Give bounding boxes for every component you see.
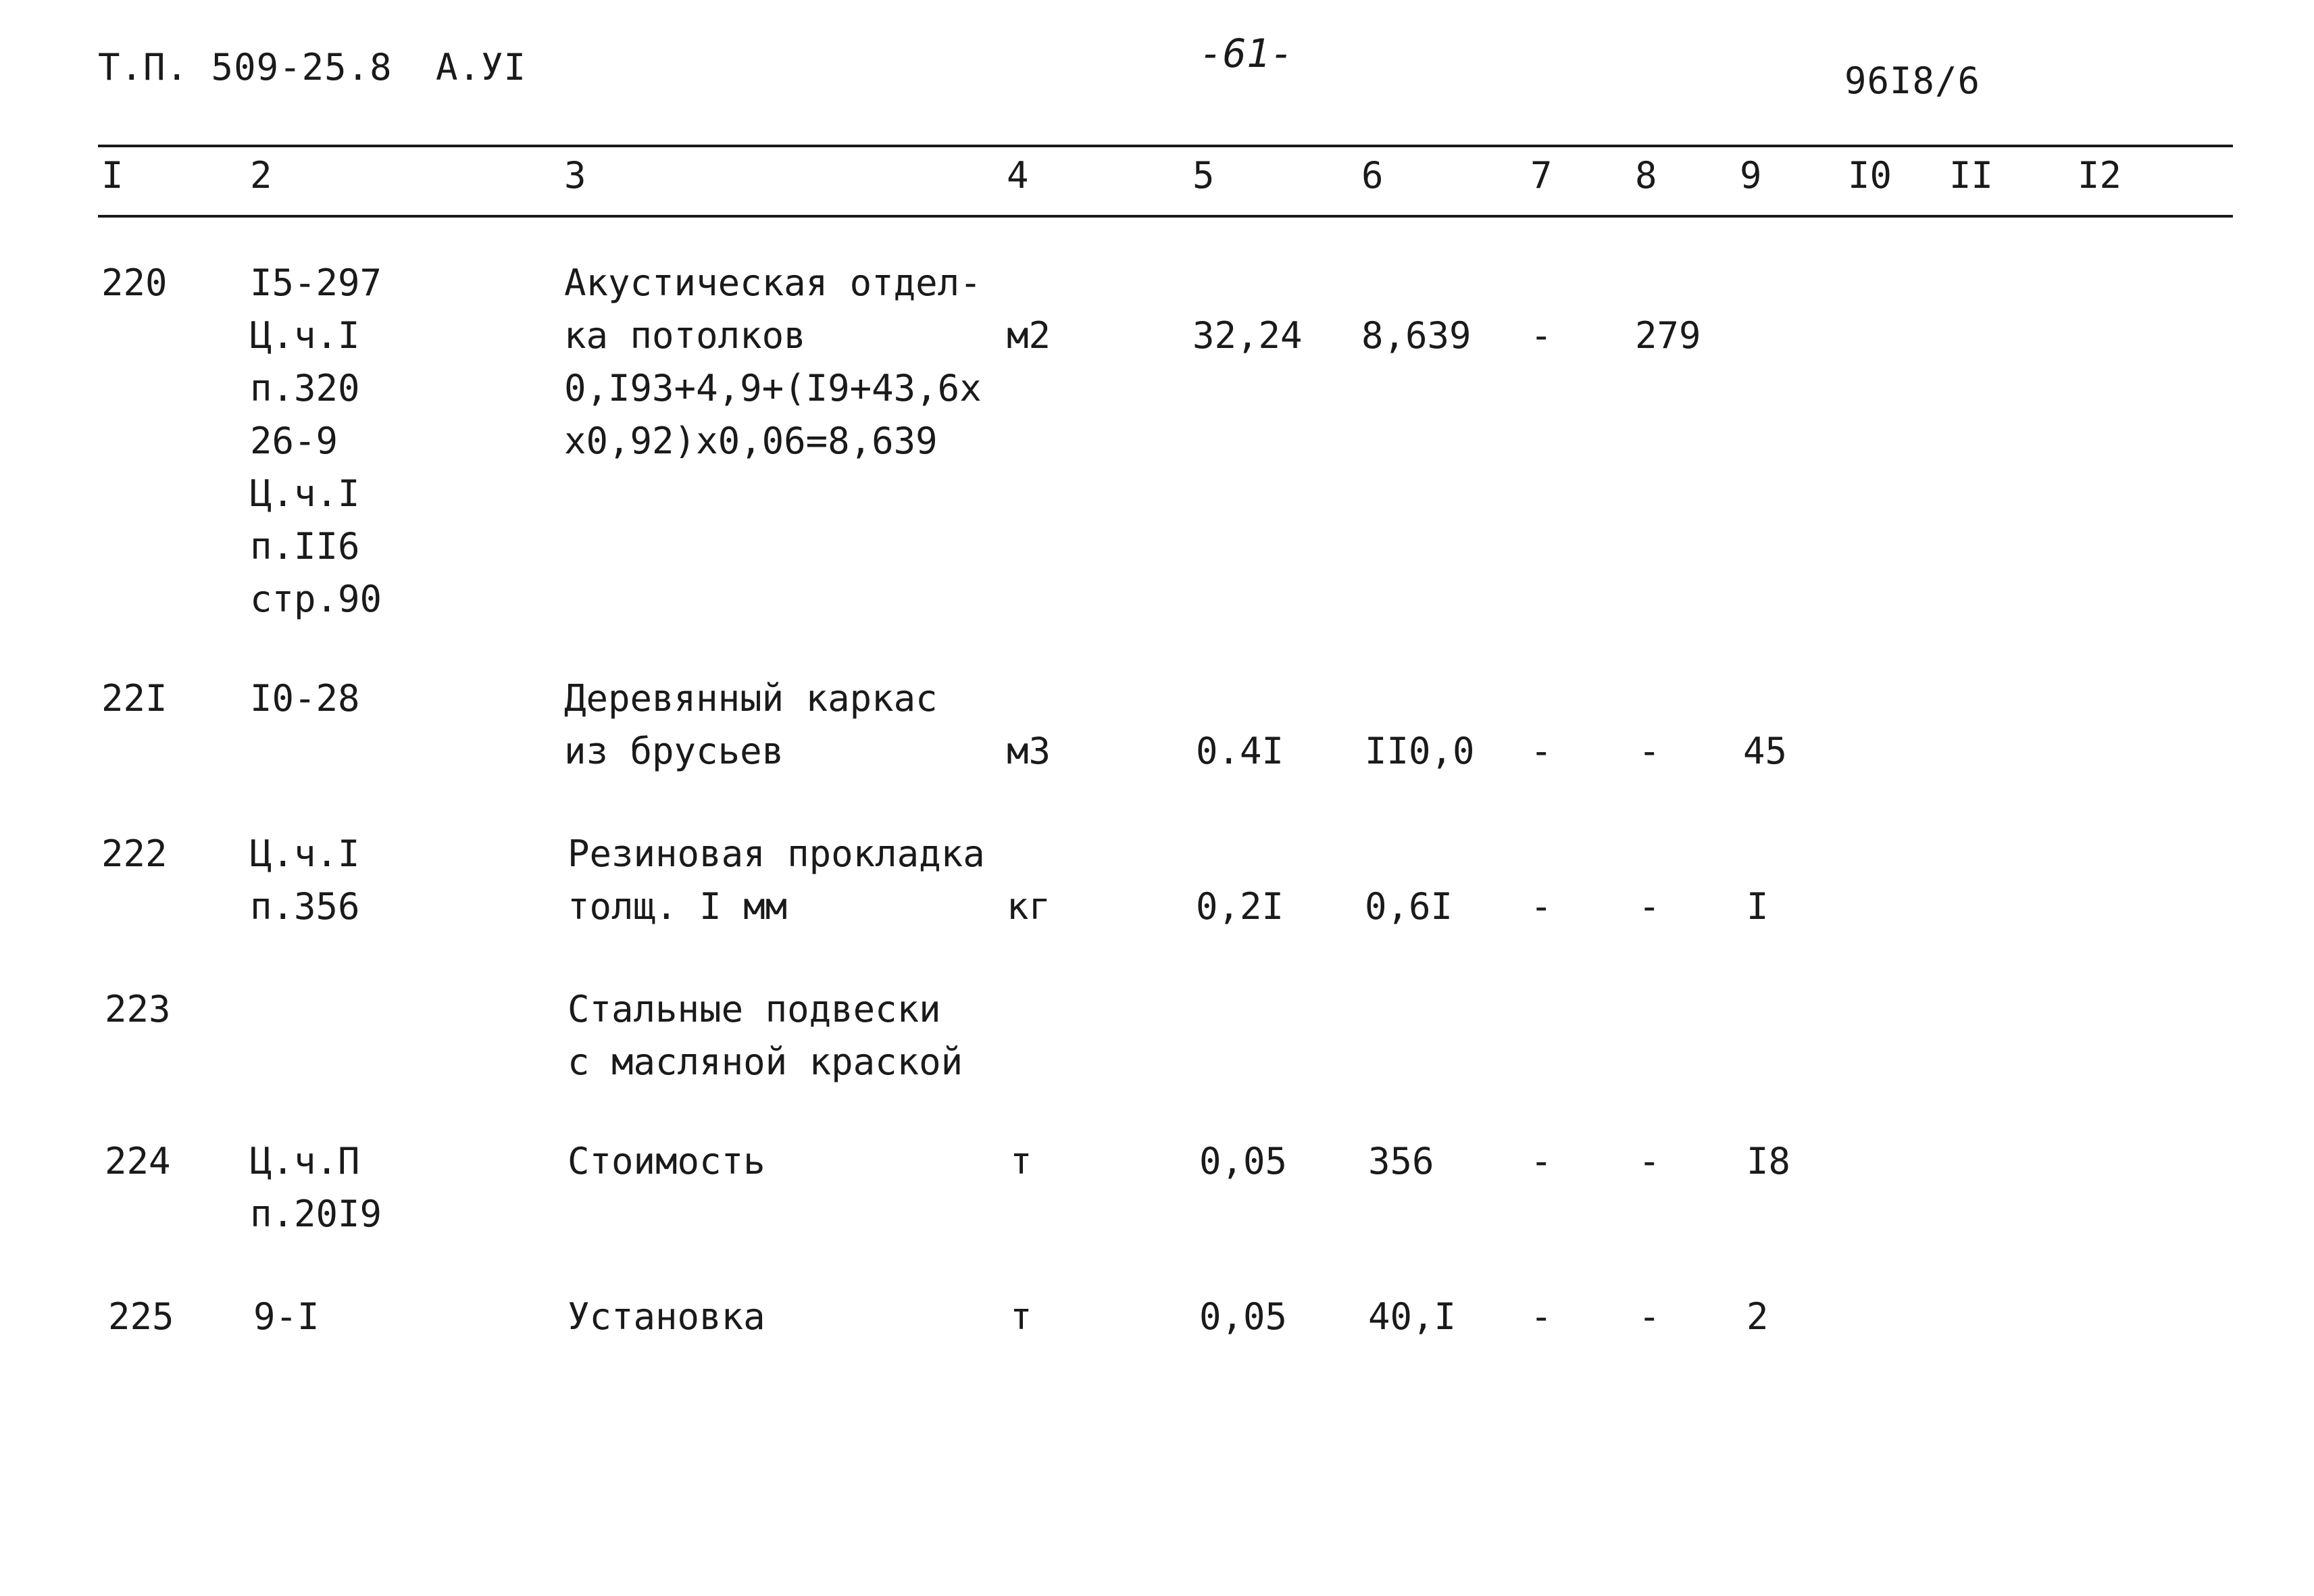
work-description: Деревянный каркас из брусьев bbox=[564, 677, 938, 772]
unit: кг bbox=[1007, 885, 1051, 928]
quantity: 32,24 bbox=[1192, 314, 1303, 357]
row-number: 220 bbox=[101, 261, 168, 304]
col9-value: I8 bbox=[1746, 1140, 1791, 1182]
col-header-4: 4 bbox=[1007, 154, 1029, 197]
work-description: Резиновая прокладка толщ. I мм bbox=[568, 832, 985, 928]
col7-value: - bbox=[1530, 885, 1553, 928]
col-header-2: 2 bbox=[250, 154, 272, 197]
row-number: 222 bbox=[101, 832, 168, 875]
row-number: 224 bbox=[105, 1140, 171, 1182]
col8-value: - bbox=[1638, 1140, 1661, 1182]
unit-cost: II0,0 bbox=[1365, 730, 1475, 772]
quantity: 0,2I bbox=[1196, 885, 1284, 928]
col9-value: 45 bbox=[1743, 730, 1788, 772]
norm-code: I5-297 Ц.ч.I п.320 26-9 Ц.ч.I п.II6 стр.90 bbox=[250, 261, 382, 620]
work-description: Акустическая отдел- ка потолков 0,I93+4,9+(I9+43,6х х0,92)х0,06=8,639 bbox=[564, 261, 982, 462]
col8-value: 279 bbox=[1635, 314, 1701, 357]
col7-value: - bbox=[1530, 314, 1553, 357]
unit: т bbox=[1010, 1295, 1032, 1338]
col-header-10: I0 bbox=[1848, 154, 1892, 197]
col9-value: I bbox=[1746, 885, 1769, 928]
work-description: Стальные подвески с масляной краской bbox=[568, 988, 963, 1083]
col7-value: - bbox=[1530, 1295, 1553, 1338]
col7-value: - bbox=[1530, 1140, 1553, 1182]
norm-code: Ц.ч.П п.20I9 bbox=[250, 1140, 382, 1235]
col8-value: - bbox=[1638, 1295, 1661, 1338]
unit-cost: 40,I bbox=[1368, 1295, 1457, 1338]
col-header-5: 5 bbox=[1192, 154, 1215, 197]
row-number: 22I bbox=[101, 677, 168, 720]
norm-code: I0-28 bbox=[250, 677, 360, 720]
quantity: 0,05 bbox=[1199, 1295, 1288, 1338]
top-rule bbox=[98, 145, 2233, 147]
col-header-11: II bbox=[1949, 154, 1994, 197]
norm-code: 9-I bbox=[253, 1295, 320, 1338]
col-header-9: 9 bbox=[1740, 154, 1762, 197]
work-description: Стоимость bbox=[568, 1140, 765, 1182]
col-header-12: I2 bbox=[2078, 154, 2122, 197]
quantity: 0.4I bbox=[1196, 730, 1284, 772]
col-header-3: 3 bbox=[564, 154, 586, 197]
norm-code: Ц.ч.I п.356 bbox=[250, 832, 360, 928]
col8-value: - bbox=[1638, 885, 1661, 928]
unit-cost: 356 bbox=[1368, 1140, 1434, 1182]
unit: м3 bbox=[1007, 730, 1051, 772]
header-bottom-rule bbox=[98, 215, 2233, 218]
unit-cost: 0,6I bbox=[1365, 885, 1453, 928]
col8-value: - bbox=[1638, 730, 1661, 772]
col-header-7: 7 bbox=[1530, 154, 1553, 197]
unit: м2 bbox=[1007, 314, 1051, 357]
sheet-code: 96I8/6 bbox=[1844, 59, 1981, 102]
col-header-1: I bbox=[101, 154, 124, 197]
col9-value: 2 bbox=[1746, 1295, 1769, 1338]
unit: т bbox=[1010, 1140, 1032, 1182]
page-number: -61- bbox=[1199, 30, 1294, 76]
row-number: 223 bbox=[105, 988, 171, 1030]
col-header-6: 6 bbox=[1361, 154, 1384, 197]
col7-value: - bbox=[1530, 730, 1553, 772]
col-header-8: 8 bbox=[1635, 154, 1657, 197]
doc-code: Т.П. 509-25.8 bbox=[98, 46, 393, 89]
work-description: Установка bbox=[568, 1295, 765, 1338]
doc-section: А.УI bbox=[436, 46, 527, 89]
unit-cost: 8,639 bbox=[1361, 314, 1472, 357]
row-number: 225 bbox=[108, 1295, 174, 1338]
quantity: 0,05 bbox=[1199, 1140, 1288, 1182]
